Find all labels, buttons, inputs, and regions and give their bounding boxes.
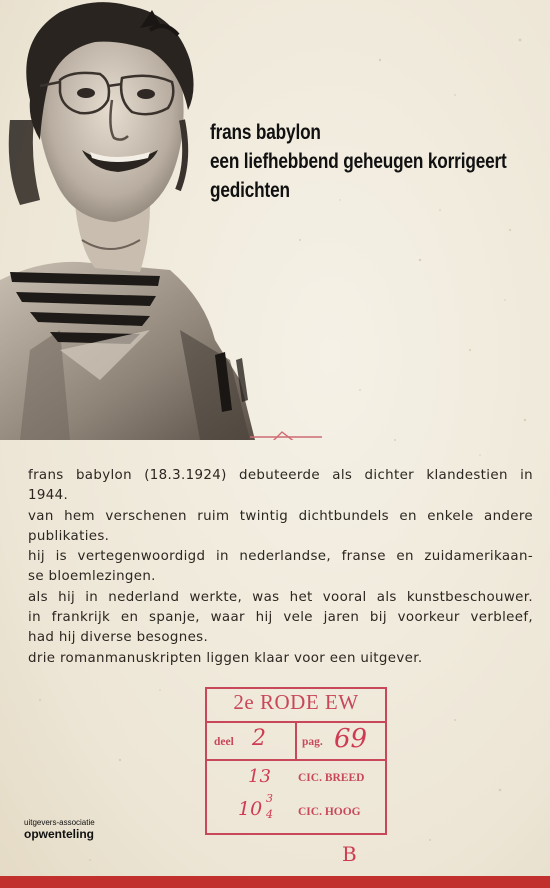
- publisher-line-2: opwenteling: [24, 827, 94, 841]
- author-biography: [28, 466, 533, 669]
- stamp-title: 2e RODE EW: [233, 690, 359, 714]
- bio-line: hij is vertegenwoordigd in nederlandse, franse en zuidamerikaan-: [28, 549, 533, 565]
- stamp-deel-label: deel: [214, 736, 234, 748]
- book-title: een liefhebbend geheugen korrigeert: [210, 150, 507, 173]
- stamp-hoog-fraction-den: 4: [266, 808, 273, 821]
- bio-line: se bloemlezingen.: [28, 569, 156, 585]
- library-stamp: [204, 686, 388, 840]
- author-portrait: [0, 0, 340, 440]
- bio-line: van hem verschenen ruim twintig dichtbundels en enkele andere: [28, 508, 533, 524]
- bio-line: frans babylon (18.3.1924) debuteerde als dichter klandestien in: [28, 468, 533, 483]
- bio-line: in frankrijk en spanje, waar hij vele jaren bij voorkeur verbleef,: [28, 610, 533, 626]
- stamp-breed-value: 13: [248, 766, 271, 787]
- bio-line: drie romanmanuskripten liggen klaar voor een uitgever.: [28, 650, 423, 666]
- stamp-hoog-value: 10: [238, 798, 263, 820]
- stamp-pag-label: pag.: [302, 736, 323, 748]
- publisher-logo: [24, 818, 95, 841]
- stamp-breed-label: CIC. BREED: [298, 772, 365, 784]
- book-genre: gedichten: [210, 179, 290, 202]
- bio-line: publikaties.: [28, 528, 110, 544]
- stamp-hoog-fraction-num: 3: [266, 792, 273, 805]
- bio-line: 1944.: [28, 488, 69, 504]
- stamp-deel-value: 2: [252, 726, 266, 751]
- publisher-line-1: uitgevers-associatie: [24, 818, 95, 827]
- stamp-pag-value: 69: [334, 724, 368, 754]
- bio-line: had hij diverse besognes.: [28, 630, 209, 646]
- stamp-hoog-label: CIC. HOOG: [298, 806, 361, 818]
- cover-bottom-edge: [0, 876, 550, 888]
- bio-line: als hij in nederland werkte, was het vooral als kunstbeschouwer.: [28, 589, 533, 605]
- handwritten-mark: B: [342, 842, 357, 866]
- author-name: frans babylon: [210, 121, 321, 144]
- book-title-block: [210, 118, 507, 205]
